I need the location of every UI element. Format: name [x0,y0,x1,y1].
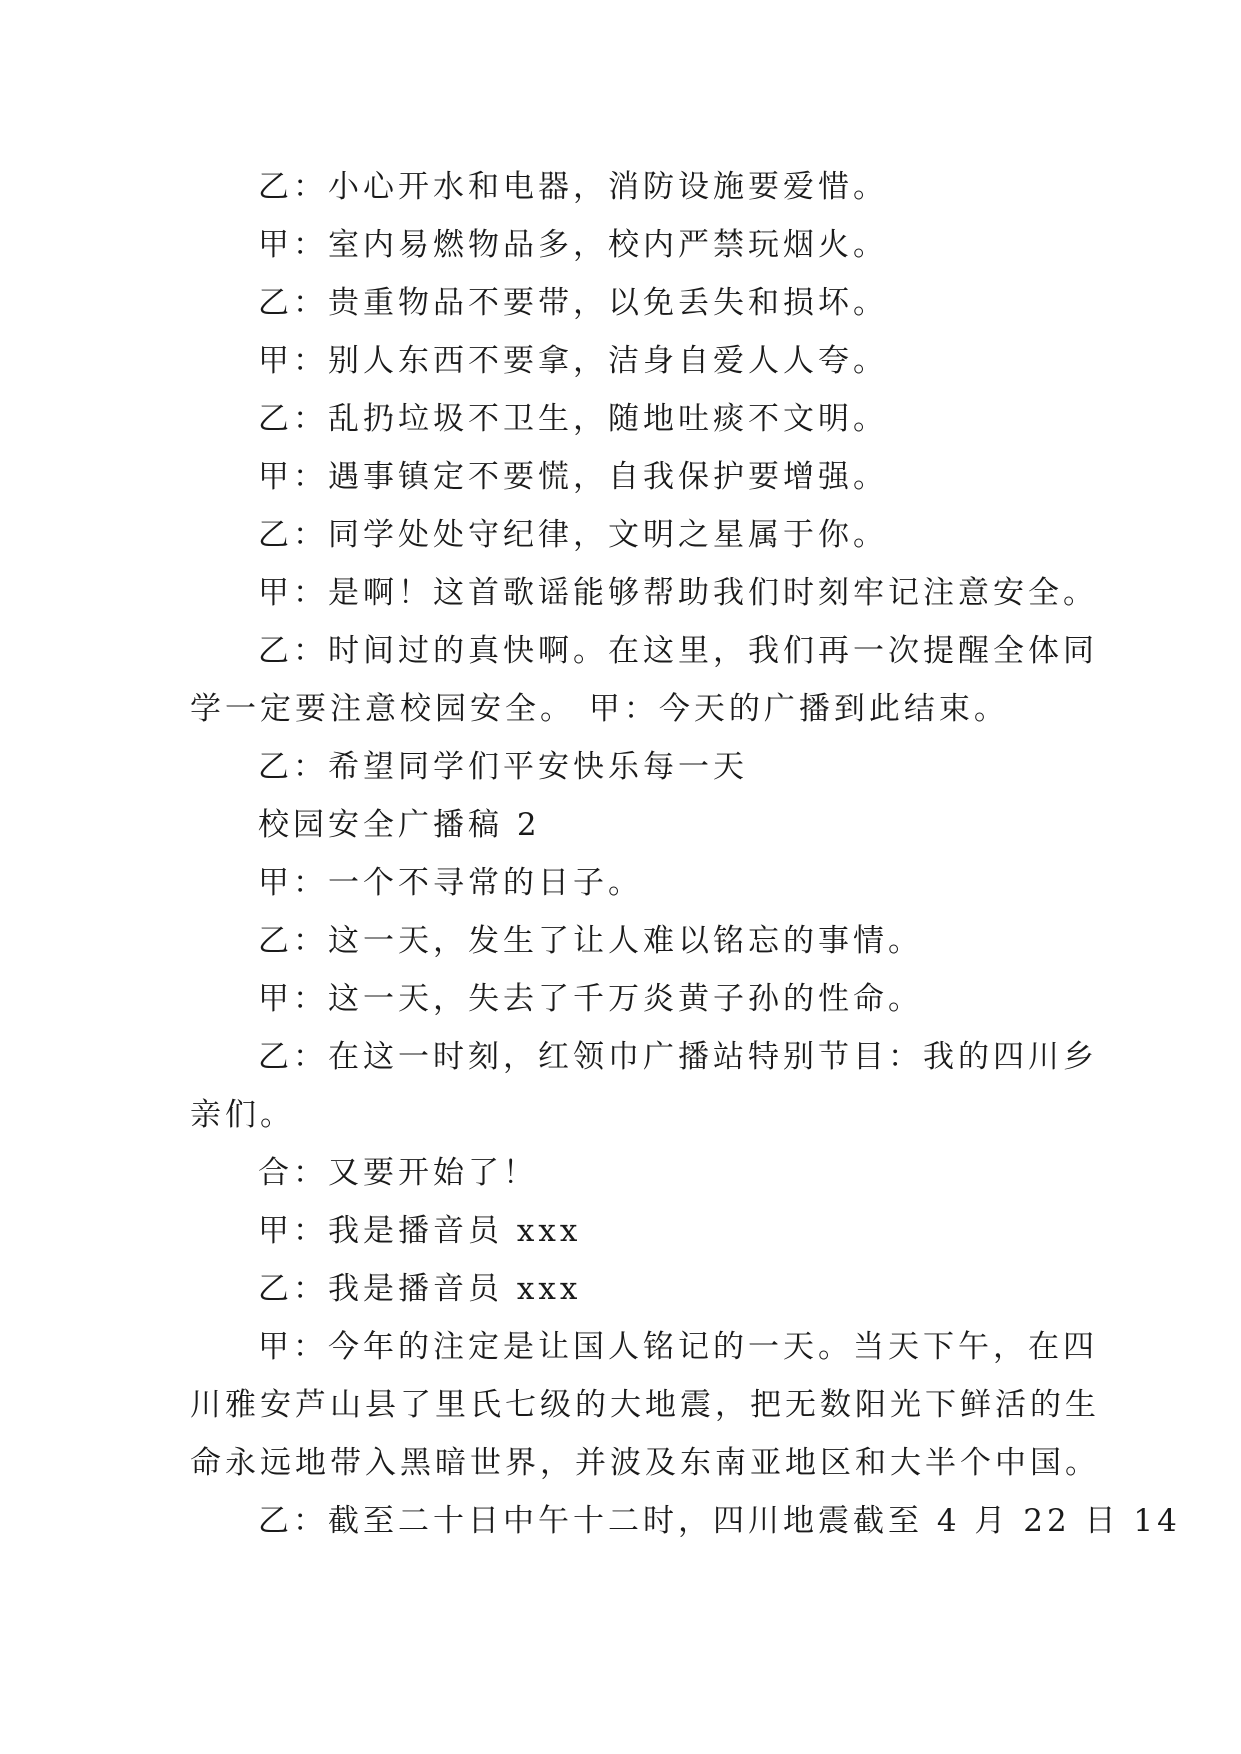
text-line: 乙：同学处处守纪律，文明之星属于你。 [258,517,888,553]
text-line: 甲：一个不寻常的日子。 [258,865,643,901]
text-line: 乙：乱扔垃圾不卫生，随地吐痰不文明。 [258,401,888,437]
text-line: 甲：是啊！这首歌谣能够帮助我们时刻牢记注意安全。 [258,575,1098,611]
text-line: 乙：贵重物品不要带，以免丢失和损坏。 [258,285,888,321]
text-line: 乙：时间过的真快啊。在这里，我们再一次提醒全体同 [258,633,1098,669]
text-line: 乙：我是播音员 xxx [258,1271,582,1307]
text-line: 乙：希望同学们平安快乐每一天 [258,749,748,785]
text-line: 甲：今年的注定是让国人铭记的一天。当天下午，在四 [258,1329,1098,1365]
text-line: 川雅安芦山县了里氏七级的大地震，把无数阳光下鲜活的生 [190,1387,1100,1423]
section-heading: 校园安全广播稿 2 [258,807,541,843]
text-line: 乙：在这一时刻，红领巾广播站特别节目：我的四川乡 [258,1039,1098,1075]
text-line: 甲：别人东西不要拿，洁身自爱人人夸。 [258,343,888,379]
text-line: 乙：这一天，发生了让人难以铭忘的事情。 [258,923,923,959]
text-line: 合：又要开始了！ [258,1155,538,1191]
text-line: 甲：遇事镇定不要慌，自我保护要增强。 [258,459,888,495]
text-line: 甲：我是播音员 xxx [258,1213,582,1249]
text-line: 亲们。 [190,1097,295,1133]
text-line: 乙：截至二十日中午十二时，四川地震截至 4 月 22 日 14 [258,1503,1181,1539]
text-line: 乙：小心开水和电器，消防设施要爱惜。 [258,169,888,205]
text-line: 命永远地带入黑暗世界，并波及东南亚地区和大半个中国。 [190,1445,1100,1481]
text-line: 学一定要注意校园安全。 甲：今天的广播到此结束。 [190,691,1009,727]
text-line: 甲：室内易燃物品多，校内严禁玩烟火。 [258,227,888,263]
text-line: 甲：这一天，失去了千万炎黄子孙的性命。 [258,981,923,1017]
document-page [190,158,1181,1550]
